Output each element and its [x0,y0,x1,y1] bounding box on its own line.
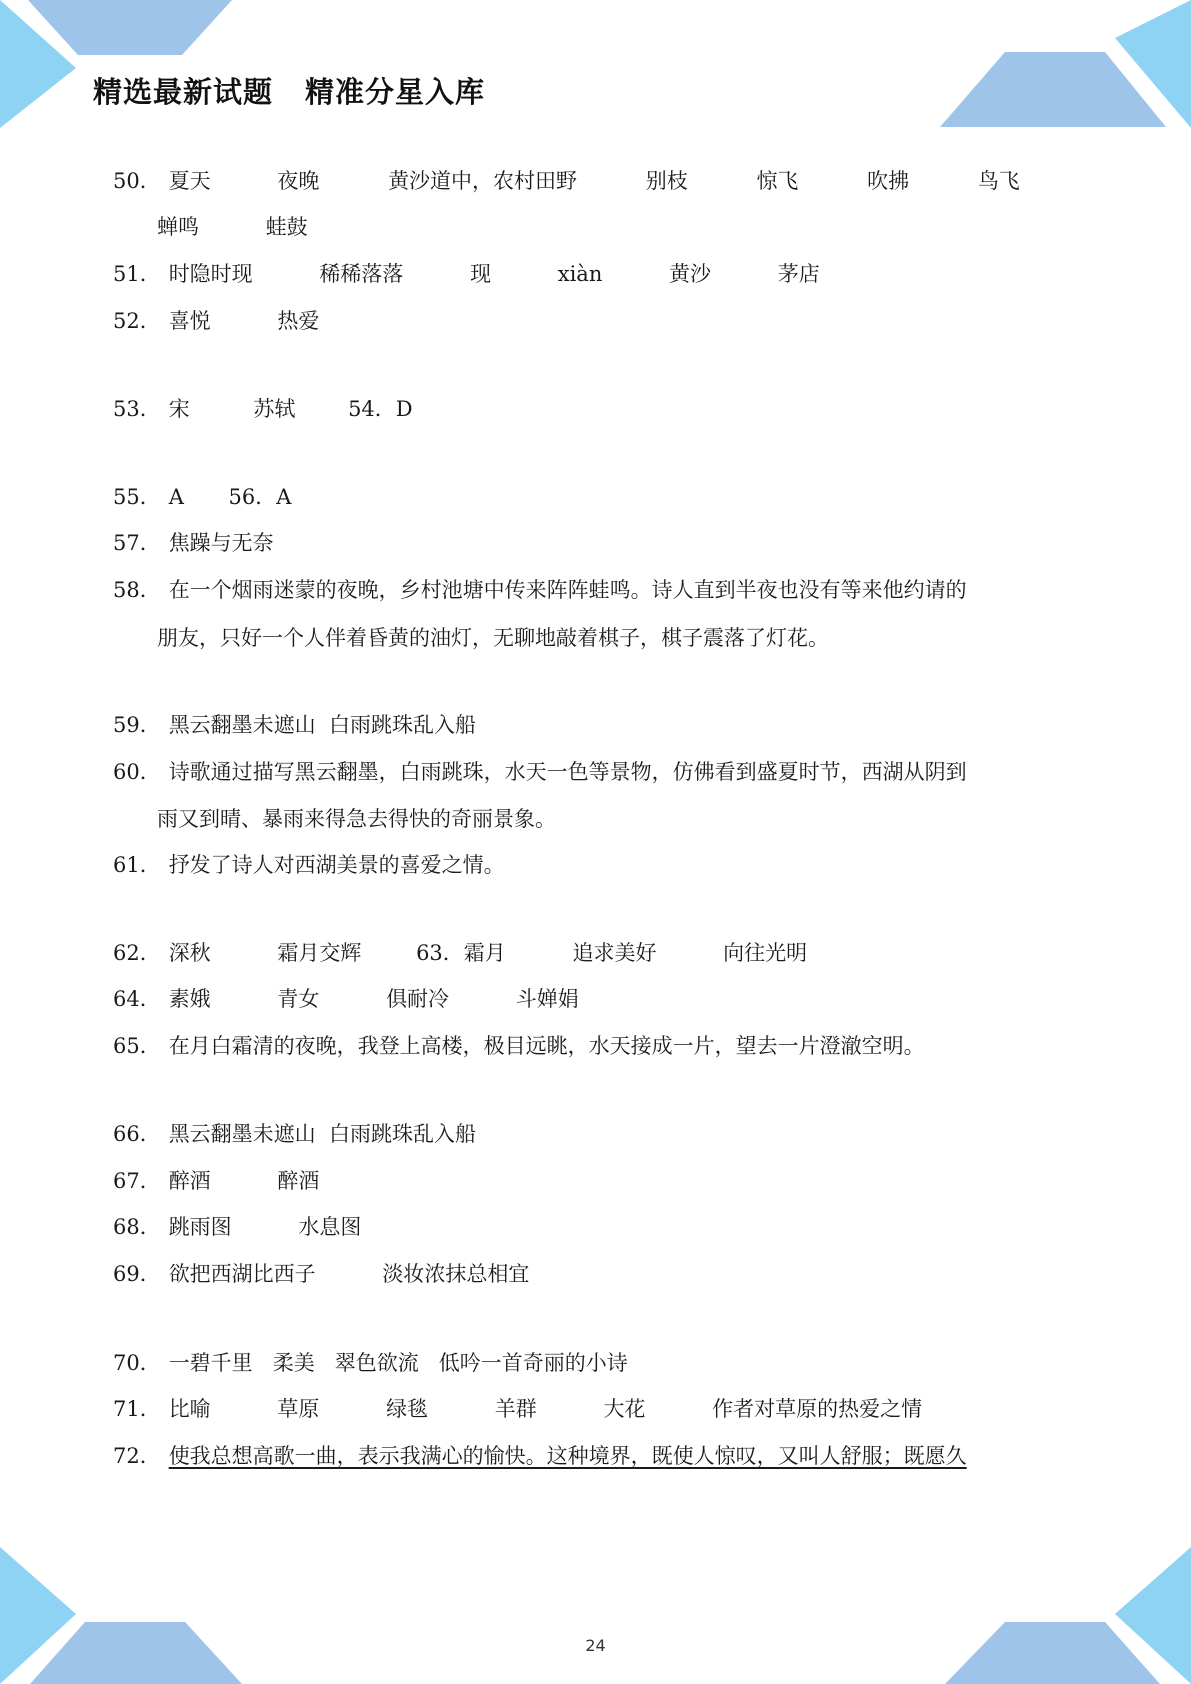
answer-70 [113,1348,628,1378]
answer-57 [113,528,274,558]
answer-item: 黄沙道中，农村田野 [388,169,578,193]
answer-51 [113,259,820,289]
answer-number: 65． [113,1034,161,1058]
answer-item: 作者对草原的热爱之情 [712,1397,923,1421]
answer-text: 使我总想高歌一曲，表示我满心的愉快。这种境界，既使人惊叹，又叫人舒服；既愿久 [168,1444,967,1468]
answer-item: 素娥 [168,987,211,1011]
answer-item: 淡妆浓抹总相宜 [382,1262,530,1286]
answer-item: 深秋 [168,941,211,965]
answer-number: 52． [113,309,161,333]
answer-item: 稀稀落落 [319,262,404,286]
answer-item: 时隐时现 [168,262,253,286]
answer-text: 一碧千里 柔美 翠色欲流 低吟一首奇丽的小诗 [168,1351,628,1375]
answer-52 [113,306,319,336]
answer-number: 61． [113,853,161,877]
answer-58 [113,575,967,605]
answer-number: 69． [113,1262,161,1286]
answer-text: 焦躁与无奈 [168,531,274,555]
answer-text: 雨又到晴、暴雨来得急去得快的奇丽景象。 [157,807,556,831]
answer-item: xiàn [557,262,603,286]
answer-66 [113,1119,476,1149]
answer-60-continuation [157,804,556,834]
answer-text: 在一个烟雨迷蒙的夜晚，乡村池塘中传来阵阵蛙鸣。诗人直到半夜也没有等来他约请的 [168,578,967,602]
answer-64 [113,984,579,1014]
answer-item: 夜晚 [277,169,320,193]
answer-53-54 [113,394,413,424]
answer-item: 霜月交辉 [277,941,362,965]
answer-item: 比喻 [168,1397,211,1421]
answer-69 [113,1259,529,1289]
answer-text: 朋友，只好一个人伴着昏黄的油灯，无聊地敲着棋子，棋子震落了灯花。 [157,626,829,650]
answer-number: 63． [416,941,464,965]
answer-item: 向往光明 [723,941,808,965]
answer-item: 黄沙 [669,262,712,286]
answer-item: 蛙鼓 [265,215,308,239]
answer-item: 绿毯 [386,1397,429,1421]
answer-item: 喜悦 [168,309,211,333]
answer-item: A [276,485,292,509]
answer-number: 62． [113,941,161,965]
answer-item: 夏天 [168,169,211,193]
answer-item: 苏轼 [253,397,296,421]
answer-58-continuation [157,623,829,653]
answer-50 [113,166,1020,196]
answer-number: 50． [113,169,161,193]
answer-67 [113,1166,319,1196]
answer-text: 抒发了诗人对西湖美景的喜爱之情。 [168,853,505,877]
answer-item: 蝉鸣 [157,215,199,239]
answer-number: 71． [113,1397,161,1421]
answer-item: 鸟飞 [977,169,1020,193]
answer-item: 追求美好 [572,941,657,965]
answer-item: 热爱 [277,309,320,333]
decor-shape-top-left-bar [28,0,232,55]
answer-item: A [168,485,184,509]
header-title-part1: 精选最新试题 [93,75,274,109]
answer-item: 醉酒 [168,1169,211,1193]
answer-item: 俱耐冷 [386,987,450,1011]
answer-number: 72． [113,1444,161,1468]
answer-number: 53． [113,397,161,421]
answer-number: 64． [113,987,161,1011]
answer-number: 60． [113,760,161,784]
answer-text: 黑云翻墨未遮山 白雨跳珠乱入船 [168,1122,477,1146]
answer-62-63 [113,938,807,968]
answer-item: 斗婵娟 [515,987,579,1011]
page-number: 24 [585,1636,606,1655]
decor-shape-top-right-trapezoid [940,52,1166,127]
answer-item: 大花 [603,1397,646,1421]
answer-59 [113,710,476,740]
answer-number: 55． [113,485,161,509]
answer-number: 58． [113,578,161,602]
header-title-part2: 精准分星入库 [305,75,486,109]
answer-item: 水息图 [298,1215,362,1239]
answer-number: 68． [113,1215,161,1239]
answer-item: 醉酒 [277,1169,320,1193]
answer-number: 66． [113,1122,161,1146]
answer-item: 别枝 [645,169,688,193]
answer-number: 67． [113,1169,161,1193]
answer-item: 霜月 [463,941,506,965]
answer-61 [113,850,505,880]
answer-text: 在月白霜清的夜晚，我登上高楼，极目远眺，水天接成一片，望去一片澄澈空明。 [168,1034,925,1058]
answer-68 [113,1212,361,1242]
answer-55-56 [113,482,291,512]
answer-item: 青女 [277,987,320,1011]
answer-65 [113,1031,925,1061]
answer-71 [113,1394,922,1424]
answer-number: 70． [113,1351,161,1375]
answer-60 [113,757,967,787]
answer-text: 诗歌通过描写黑云翻墨，白雨跳珠，水天一色等景物，仿佛看到盛夏时节，西湖从阴到 [168,760,967,784]
answer-50-continuation [157,212,308,242]
answer-number: 54． [348,397,396,421]
answer-item: 欲把西湖比西子 [168,1262,316,1286]
answer-72 [113,1441,967,1471]
answer-item: 跳雨图 [168,1215,232,1239]
answer-item: 茅店 [777,262,820,286]
answer-item: 吹拂 [867,169,910,193]
answer-number: 59． [113,713,161,737]
answer-item: 羊群 [494,1397,537,1421]
answer-item: 现 [470,262,492,286]
answer-text: 黑云翻墨未遮山 白雨跳珠乱入船 [168,713,477,737]
answer-number: 56． [228,485,277,509]
answer-item: D [395,397,413,421]
answer-number: 57． [113,531,161,555]
answer-number: 51． [113,262,161,286]
header-title [93,70,485,111]
answer-item: 惊飞 [756,169,799,193]
answer-item: 宋 [168,397,190,421]
answer-item: 草原 [277,1397,320,1421]
